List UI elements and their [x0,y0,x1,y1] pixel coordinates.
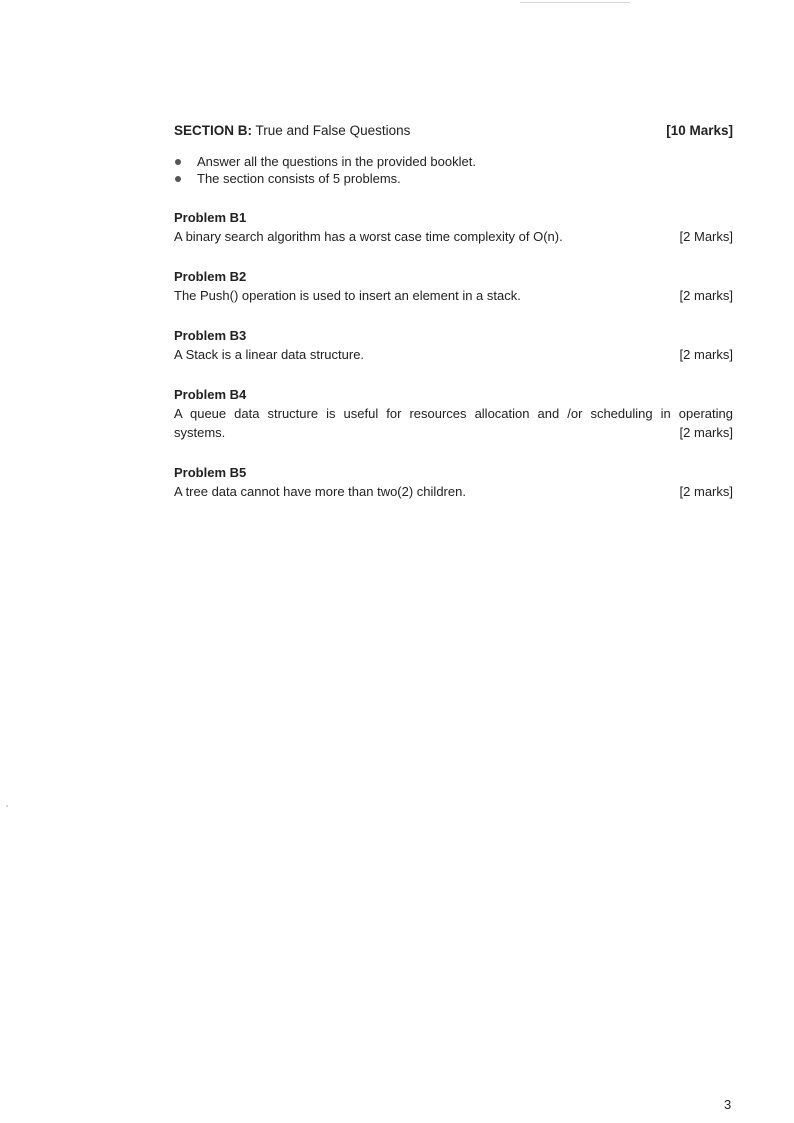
instruction-text: Answer all the questions in the provided booklet. [197,154,476,169]
problem-title: Problem B4 [174,387,247,402]
scan-artifact [520,2,630,3]
problem-row [174,227,733,246]
problem-marks: [2 marks] [679,347,733,362]
problem-b1 [174,208,733,246]
problem-text: A tree data cannot have more than two(2) children. [174,484,466,499]
problem-title: Problem B3 [174,328,247,343]
section-header [174,123,733,141]
problem-row [174,286,733,305]
problem-text: A Stack is a linear data structure. [174,347,365,362]
problem-row [174,482,733,501]
problem-title: Problem B1 [174,210,247,225]
problem-title: Problem B2 [174,269,247,284]
problem-b5 [174,463,733,501]
problem-b2 [174,267,733,305]
page-number: 3 [724,1097,732,1112]
instruction-item [174,170,733,187]
instruction-text: The section consists of 5 problems. [197,171,401,186]
section-b [174,123,733,501]
instruction-item [174,153,733,170]
instruction-list [174,153,733,187]
problem-b3 [174,326,733,364]
section-label: SECTION B: [174,123,253,138]
problem-text: A queue data structure is useful for resources allocation and /or scheduling in operating [174,406,733,421]
problem-row [174,423,733,442]
problem-title: Problem B5 [174,465,247,480]
scan-artifact [6,805,8,807]
problem-row [174,345,733,364]
problem-marks: [2 marks] [679,425,733,440]
bullet-icon [175,176,181,182]
section-marks: [10 Marks] [666,123,733,138]
problem-text: A binary search algorithm has a worst case time complexity of O(n). [174,229,563,244]
problem-marks: [2 Marks] [679,229,733,244]
problem-marks: [2 marks] [679,484,733,499]
section-heading [174,123,410,138]
bullet-icon [175,159,181,165]
section-title: True and False Questions [252,123,411,138]
problem-text: systems. [174,425,226,440]
problem-text: The Push() operation is used to insert an element in a stack. [174,288,521,303]
problem-b4 [174,385,733,442]
problem-marks: [2 marks] [679,288,733,303]
